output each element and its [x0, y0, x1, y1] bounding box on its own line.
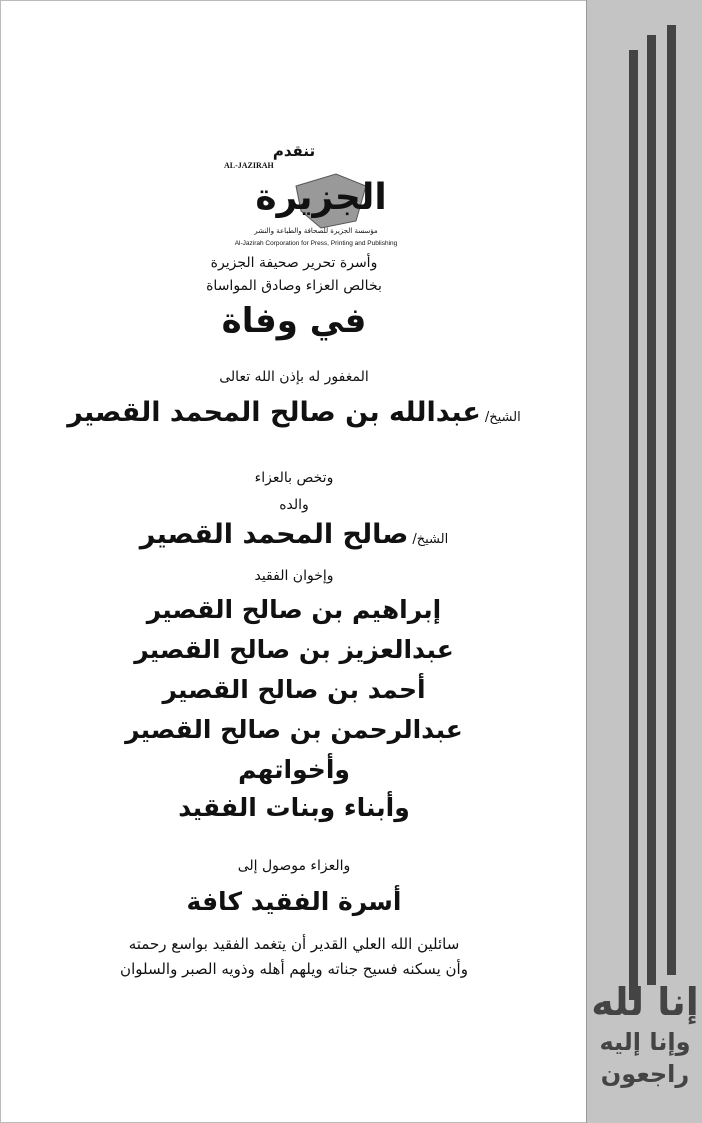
- family: أسرة الفقيد كافة: [186, 887, 402, 916]
- children: وأبناء وبنات الفقيد: [178, 793, 410, 822]
- extended-label: والعزاء موصول إلى: [237, 858, 351, 874]
- brother-name: عبدالرحمن بن صالح القصير: [125, 715, 463, 744]
- brother-name: أحمد بن صالح القصير: [162, 675, 426, 704]
- deceased-name: عبدالله بن صالح المحمد القصير: [67, 397, 481, 428]
- side-text-line2: وإنا إليه: [599, 1028, 691, 1056]
- father-label: والده: [279, 497, 309, 513]
- calligraphy-stroke: [629, 50, 638, 1000]
- prayer-line: وأن يسكنه فسيح جناته ويلهم أهله وذويه الصبر والسلوان: [120, 960, 468, 978]
- title-prefix: الشيخ/: [412, 532, 449, 547]
- logo-arabic-tagline: مؤسسة الجزيرة للصحافة والطباعة والنشر: [254, 227, 378, 235]
- logo-english-tagline: Al-Jazirah Corporation for Press, Printing and Publishing: [234, 240, 398, 247]
- headline: في وفاة: [221, 301, 367, 341]
- side-text-line1: إنا لله: [591, 980, 699, 1024]
- logo-arabic: الجزيرة: [255, 177, 387, 218]
- deceased-name-line: [1, 397, 587, 428]
- deceased-prefix: المغفور له بإذن الله تعالى: [219, 369, 369, 385]
- special-condolence: وتخص بالعزاء: [254, 470, 334, 486]
- title-prefix: الشيخ/: [484, 410, 521, 425]
- father-name: صالح المحمد القصير: [139, 519, 409, 550]
- prayer-line: سائلين الله العلي القدير أن يتغمد الفقيد بواسع رحمته: [128, 935, 460, 953]
- calligraphy-stroke: [667, 25, 676, 975]
- father-name-line: [1, 519, 587, 550]
- calligraphy-stroke: [647, 35, 656, 985]
- editorial-family: وأسرة تحرير صحيفة الجزيرة: [210, 255, 378, 271]
- brother-name: عبدالعزيز بن صالح القصير: [134, 635, 454, 664]
- side-text-line3: راجعون: [600, 1060, 690, 1088]
- side-panel: [586, 0, 702, 1123]
- sisters: وأخواتهم: [238, 755, 350, 784]
- logo-latin: AL-JAZIRAH: [224, 161, 274, 170]
- condolence-intro: بخالص العزاء وصادق المواساة: [206, 278, 382, 294]
- brothers-label: وإخوان الفقيد: [254, 568, 334, 584]
- presenter-text: تنقدم: [272, 142, 316, 160]
- al-jazirah-logo: [216, 161, 416, 256]
- brother-name: إبراهيم بن صالح القصير: [146, 595, 442, 624]
